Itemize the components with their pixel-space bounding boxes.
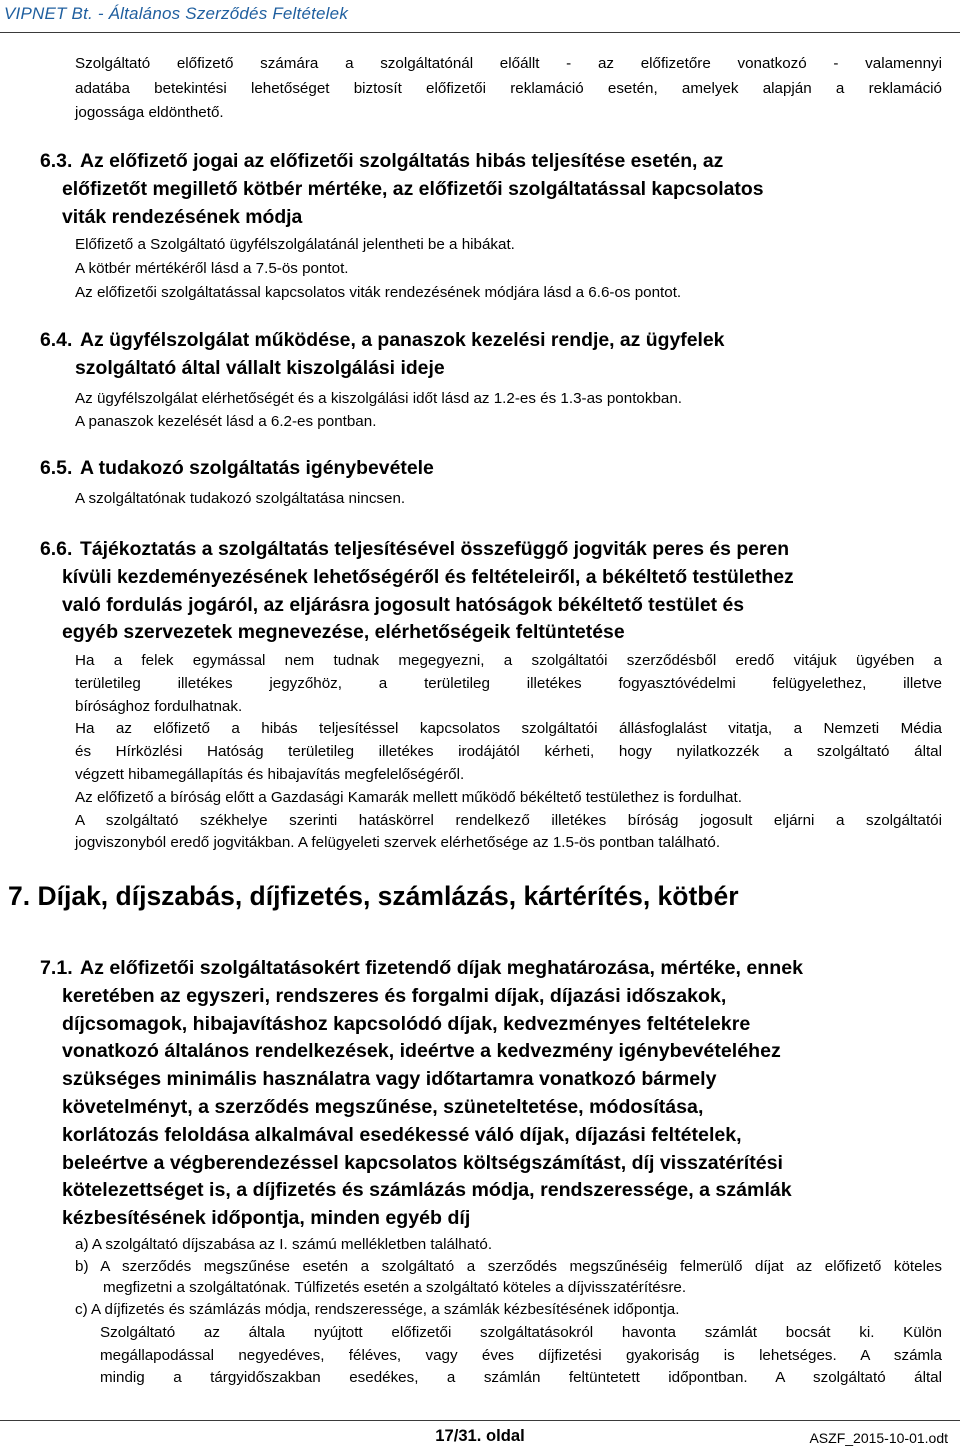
body-line: Szolgáltató az általa nyújtott előfizetői szolgáltatásokról havonta számlát bocsát ki. Külön xyxy=(100,1324,942,1341)
heading-line: előfizetőt megillető kötbér mértéke, az előfizetői szolgáltatással kapcsolatos xyxy=(62,178,764,200)
section-6-6-heading xyxy=(40,536,942,564)
section-6-5-body xyxy=(75,487,942,512)
section-number: 6.6. xyxy=(40,538,73,560)
list-item-text: c) A díjfizetés és számlázás módja, rendszeressége, a számlák kézbesítésének időpontja. xyxy=(75,1300,680,1318)
intro-line: jogossága eldönthető. xyxy=(75,104,224,121)
heading-line: vonatkozó általános rendelkezések, ideértve a kedvezmény igénybevételéhez xyxy=(62,1040,781,1063)
heading-line: beleértve a végberendezéssel kapcsolatos költségszámítást, díj visszatérítési xyxy=(62,1151,783,1174)
body-line: és Hírközlési Hatóság területileg illetékes irodájától kérheti, hogy nyilatkozzék a szolgáltató által xyxy=(75,743,942,761)
body-line: Ha az előfizető a hibás teljesítéssel kapcsolatos szolgáltatói állásfoglalást vitatja, a Nemzeti Média xyxy=(75,720,942,738)
section-6-4-heading xyxy=(40,327,942,355)
footer-filename: ASZF_2015-10-01.odt xyxy=(809,1430,948,1446)
body-line: A kötbér mértékéről lásd a 7.5-ös pontot. xyxy=(75,259,349,277)
list-item-text: a) A szolgáltató díjszabása az I. számú mellékletben található. xyxy=(75,1236,493,1253)
section-6-5-heading xyxy=(40,455,942,483)
header-divider xyxy=(0,32,960,33)
body-line: A szolgáltatónak tudakozó szolgáltatása nincsen. xyxy=(75,490,406,507)
body-line: területileg illetékes jegyzőhöz, a területileg illetékes fogyasztóvédelmi felügyelethez, illetve xyxy=(75,674,942,692)
section-6-4-body xyxy=(75,388,942,433)
heading-line: díjcsomagok, hibajavításhoz kapcsolódó díjak, kedvezményes feltételekre xyxy=(62,1012,751,1035)
intro-line: adatába betekintési lehetőséget biztosít előfizetői reklamáció esetén, amelyek alapján a reklamáció xyxy=(75,79,942,97)
body-line: A szolgáltató székhelye szerinti hatáskörrel rendelkező illetékes bíróság jogosult eljárni a szolgáltatói xyxy=(75,811,942,829)
heading-line: korlátozás feloldása alkalmával esedékessé váló díjak, díjazási feltételek, xyxy=(62,1123,742,1146)
list-item xyxy=(75,1256,942,1299)
footer-divider xyxy=(0,1420,960,1421)
document-header: VIPNET Bt. - Általános Szerződés Feltételek xyxy=(4,4,349,23)
page-number: 17/31. oldal xyxy=(435,1426,525,1445)
heading-line: kívüli kezdeményezésének lehetőségéről és feltételeiről, a békéltető testülethez xyxy=(62,566,794,588)
heading-line: egyéb szervezetek megnevezése, elérhetőségeik feltüntetése xyxy=(62,621,625,644)
heading-line: Az előfizetői szolgáltatásokért fizetendő díjak meghatározása, mértéke, ennek xyxy=(80,957,804,979)
section-7-1-paragraph xyxy=(100,1322,942,1390)
body-line: A panaszok kezelését lásd a 6.2-es pontban. xyxy=(75,412,377,430)
section-6-6-heading-cont xyxy=(62,564,942,647)
heading-line: viták rendezésének módja xyxy=(62,205,303,228)
body-line: végzett hibamegállapítás és hibajavítás megfelelőségéről. xyxy=(75,765,465,783)
heading-line: kézbesítésének időpontja, minden egyéb díj xyxy=(62,1207,471,1230)
section-6-3-heading-cont xyxy=(62,176,942,231)
body-line: jogviszonyból eredő jogvitákban. A felügyeleti szervek elérhetősége az 1.5-ös pontban található. xyxy=(75,834,721,852)
intro-paragraph xyxy=(75,52,942,126)
heading-line: kötelezettséget is, a díjfizetés és számlázás módja, rendszeressége, a számlák xyxy=(62,1179,792,1202)
section-6-3-heading xyxy=(40,148,942,176)
heading-line: szolgáltató által vállalt kiszolgálási ideje xyxy=(75,357,445,379)
body-line: megállapodással negyedéves, féléves, vagy éves díjfizetési gyakoriság is lehetséges. A számla xyxy=(100,1346,942,1364)
body-line: Az előfizetői szolgáltatással kapcsolatos viták rendezésének módjára lásd a 6.6-os pontot. xyxy=(75,283,682,301)
heading-line: Az ügyfélszolgálat működése, a panaszok kezelési rendje, az ügyfelek xyxy=(80,329,725,351)
section-number: 6.4. xyxy=(40,329,73,351)
section-7-1-heading xyxy=(40,955,942,1233)
heading-line: szükséges minimális használatra vagy időtartamra vonatkozó bármely xyxy=(62,1068,717,1091)
section-6-3-body xyxy=(75,233,942,304)
body-line: Ha a felek egymással nem tudnak megegyezni, a szolgáltatói szerződésből eredő vitájuk ügyében a xyxy=(75,652,942,669)
heading-line: A tudakozó szolgáltatás igénybevétele xyxy=(80,457,434,479)
heading-line: keretében az egyszeri, rendszeres és forgalmi díjak, díjazási időszakok, xyxy=(62,984,727,1007)
list-item-text: b) A szerződés megszűnése esetén a szolgáltató a szerződés megszűnéséig felmerülő díjat az előfizető köteles xyxy=(75,1257,942,1275)
body-line: Az ügyfélszolgálat elérhetőségét és a kiszolgálási időt lásd az 1.2-es és 1.3-as pontokban. xyxy=(75,390,683,407)
chapter-7-heading: 7. Díjak, díjszabás, díjfizetés, számlázás, kártérítés, kötbér xyxy=(8,881,739,911)
list-item xyxy=(75,1299,942,1321)
intro-line: Szolgáltató előfizető számára a szolgáltatónál előállt - az előfizetőre vonatkozó - valamennyi xyxy=(75,55,942,72)
section-number: 7.1. xyxy=(40,957,73,979)
heading-line: Tájékoztatás a szolgáltatás teljesítésével összefüggő jogviták peres és peren xyxy=(80,538,790,560)
heading-line: Az előfizető jogai az előfizetői szolgáltatás hibás teljesítése esetén, az xyxy=(80,150,724,172)
section-7-1-list xyxy=(75,1234,942,1320)
body-line: Előfizető a Szolgáltató ügyfélszolgálatánál jelentheti be a hibákat. xyxy=(75,236,515,253)
heading-line: követelményt, a szerződés megszűnése, szüneteltetése, módosítása, xyxy=(62,1095,704,1118)
section-6-6-body xyxy=(75,650,942,855)
section-6-4-heading-cont xyxy=(75,355,942,383)
heading-line: való fordulás jogáról, az eljárásra jogosult hatóságok békéltető testület és xyxy=(62,593,745,616)
body-line: bírósághoz fordulhatnak. xyxy=(75,697,243,715)
body-line: Az előfizető a bíróság előtt a Gazdasági Kamarák mellett működő békéltető testülethez is fordulhat. xyxy=(75,788,742,806)
list-item xyxy=(75,1234,942,1256)
list-item-continuation: megfizetni a szolgáltatónak. Túlfizetés esetén a szolgáltató köteles a díjvisszatérítésre. xyxy=(103,1279,687,1296)
section-number: 6.5. xyxy=(40,457,73,479)
section-number: 6.3. xyxy=(40,150,73,172)
body-line: mindig a tárgyidőszakban esedékes, a számlán feltüntetett időpontban. A szolgáltató által xyxy=(100,1369,942,1387)
